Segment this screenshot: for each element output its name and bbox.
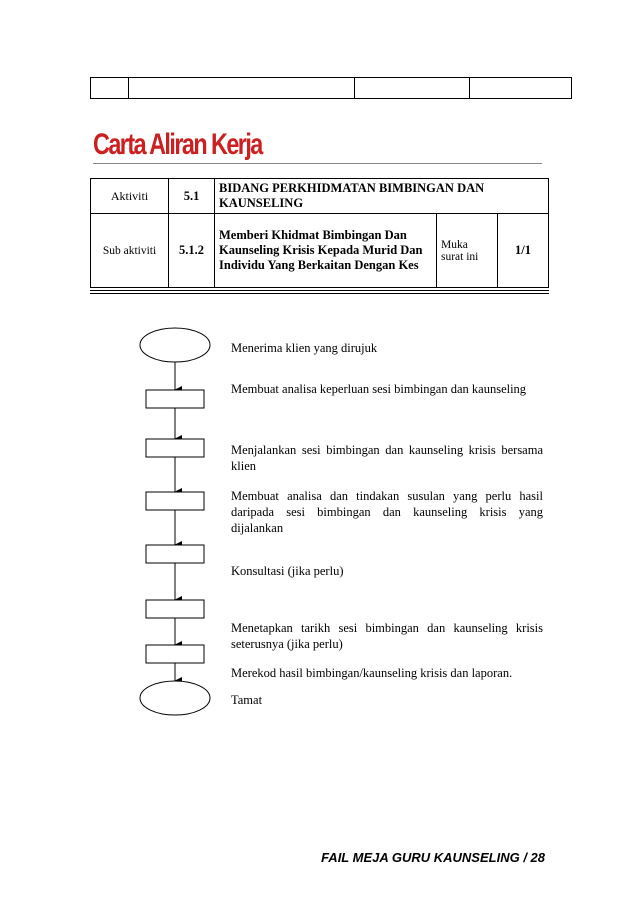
step-text: Tamat bbox=[231, 693, 263, 707]
page-value: 1/1 bbox=[498, 214, 549, 288]
sub-activity-code: 5.1.2 bbox=[169, 214, 215, 288]
sub-activity-description: Memberi Khidmat Bimbingan Dan Kaunseling Krisis Kepada Murid Dan Individu Yang Berkaitan Dengan Kes bbox=[215, 214, 437, 288]
process-box bbox=[146, 545, 204, 563]
page-label: Muka surat ini bbox=[437, 214, 498, 288]
process-box bbox=[146, 439, 204, 457]
process-box bbox=[146, 645, 204, 663]
step-text: Menjalankan sesi bimbingan dan kaunseling krisis bersama klien bbox=[231, 443, 543, 473]
process-box bbox=[146, 390, 204, 408]
process-box bbox=[146, 600, 204, 618]
step-text: Membuat analisa dan tindakan susulan yang perlu hasil daripada sesi bimbingan dan kaunseling krisis yang dijalankan bbox=[231, 489, 543, 535]
step-text: Menerima klien yang dirujuk bbox=[231, 341, 378, 355]
sub-activity-label: Sub aktiviti bbox=[91, 214, 169, 288]
step-text: Konsultasi (jika perlu) bbox=[231, 564, 344, 578]
step-text: Membuat analisa keperluan sesi bimbingan dan kaunseling bbox=[231, 382, 527, 396]
step-text: Merekod hasil bimbingan/kaunseling krisis dan laporan. bbox=[231, 666, 513, 680]
step-text: Menetapkan tarikh sesi bimbingan dan kaunseling krisis seterusnya (jika perlu) bbox=[231, 621, 543, 651]
page-footer: FAIL MEJA GURU KAUNSELING / 28 bbox=[321, 850, 545, 865]
end-terminal bbox=[140, 681, 210, 715]
activity-description: BIDANG PERKHIDMATAN BIMBINGAN DAN KAUNSELING bbox=[215, 179, 549, 214]
start-terminal bbox=[140, 328, 210, 362]
activity-label: Aktiviti bbox=[91, 179, 169, 214]
activity-code: 5.1 bbox=[169, 179, 215, 214]
process-box bbox=[146, 492, 204, 510]
page-title: Carta Aliran Kerja bbox=[93, 128, 262, 161]
